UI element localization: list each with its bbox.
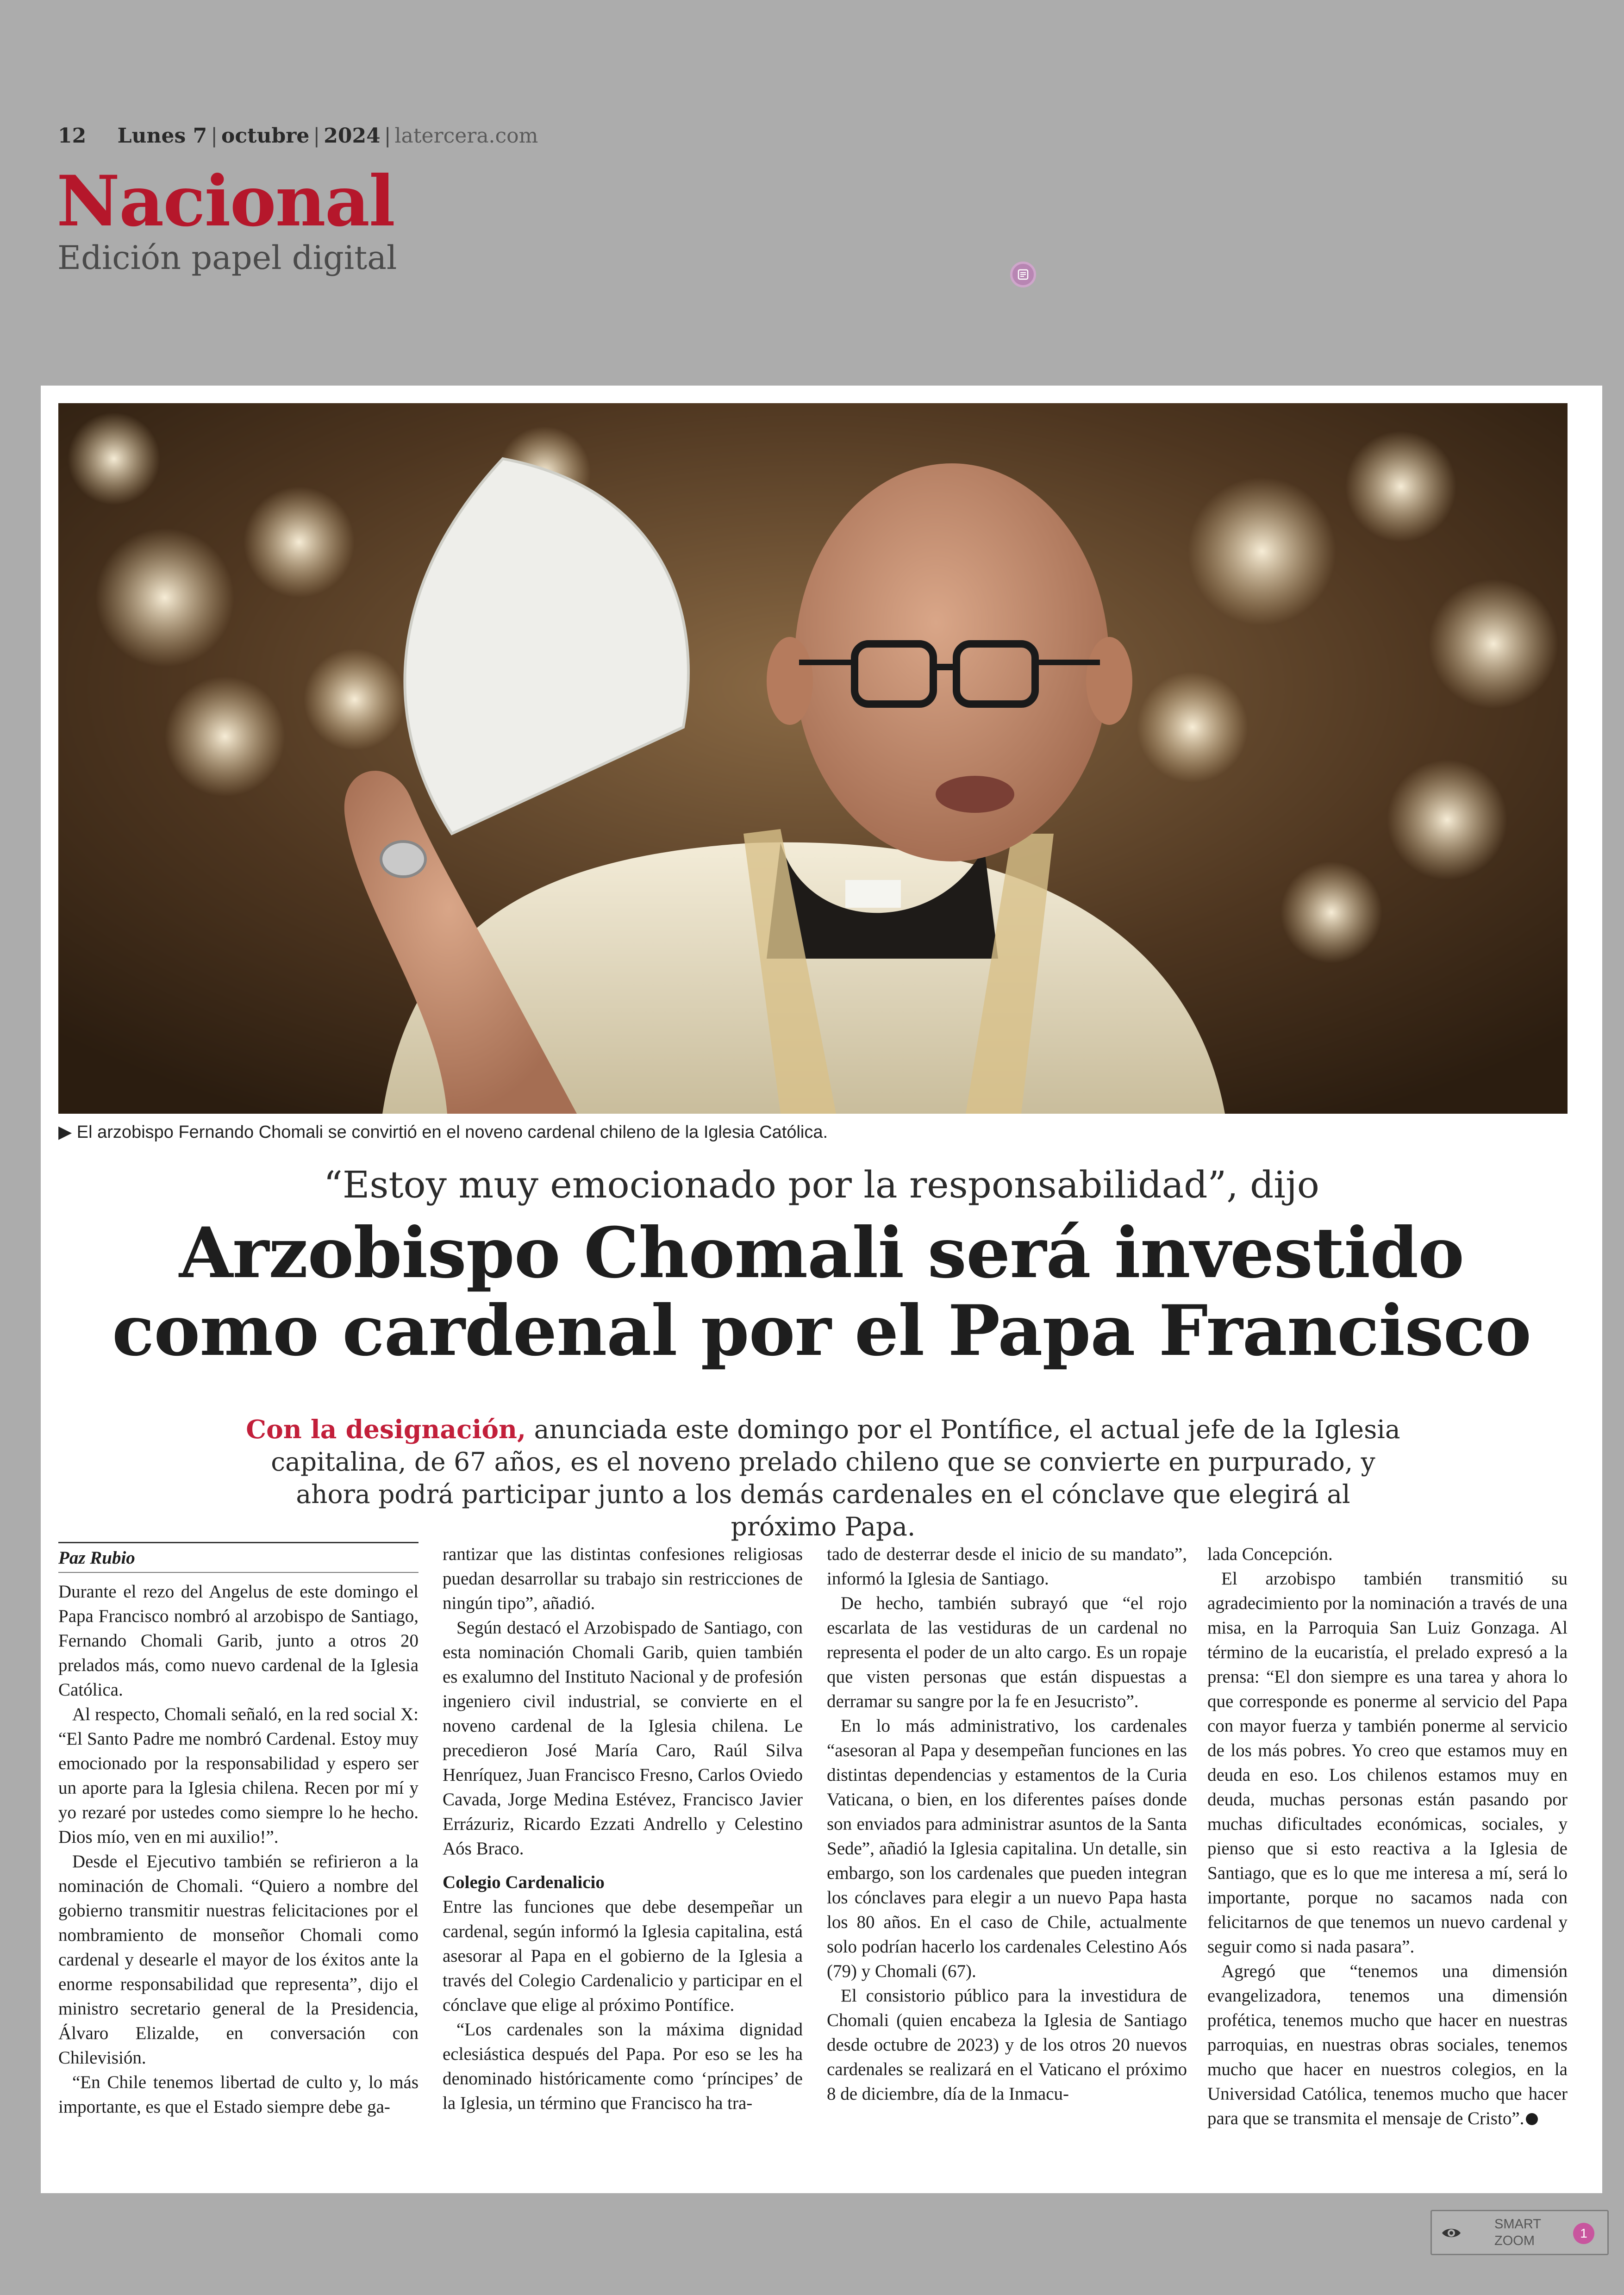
- caption-arrow-icon: ▶: [58, 1123, 72, 1142]
- section-title: Nacional: [56, 161, 394, 242]
- standfirst-lead: Con la designación,: [246, 1414, 526, 1444]
- date-day: Lunes 7: [117, 124, 207, 148]
- paragraph: “Los cardenales son la máxima dignidad eclesiástica después del Papa. Por eso se les ha denominado históricamente como ‘príncipes’ de la Iglesia, un término que Francisco ha tra-: [443, 2020, 803, 2113]
- paragraph: Según destacó el Arzobispado de Santiago, con esta nominación Chomali Garib, quien también es exalumno del Instituto Nacional y de profesión ingeniero civil industrial, se convierte en el noveno cardenal de la Iglesia chilena. Le precedieron José María Caro, Raúl Silva Henríquez, Juan Francisco Fresno, Carlos Oviedo Cavada, Jorge Medina Estévez, Francisco Javier Errázuriz, Ricardo Ezzati Andrello y Celestino Aós Braco.: [443, 1618, 803, 1858]
- article-kicker: “Estoy muy emocionado por la responsabilidad”, dijo: [324, 1163, 1319, 1206]
- column-4: [1207, 1542, 1568, 2131]
- paragraph: rantizar que las distintas confesiones religiosas puedan desarrollar su trabajo sin restricciones de ningún tipo”, añadió.: [443, 1544, 803, 1613]
- paragraph: Al respecto, Chomali señaló, en la red social X: “El Santo Padre me nombró Cardenal. Estoy muy emocionado por la responsabilidad y espero ser un aporte para la Iglesia chilena. Recen por mí y yo rezaré por ustedes como siempre lo he hecho. Dios mío, ven en mi auxilio!”.: [58, 1704, 418, 1847]
- notification-badge: 1: [1573, 2223, 1594, 2244]
- end-mark-icon: [1526, 2113, 1538, 2125]
- column-3: [827, 1542, 1187, 2106]
- paragraph-final: Agregó que “tenemos una dimensión evangelizadora, tenemos una dimensión profética, tenemos mucho que hacer en nuestras parroquias, en nuestras obras sociales, tenemos mucho que hacer en nuestros colegios, en la Universidad Católica, tenemos mucho que hacer para que se transmita el mensaje de Cristo”.: [1207, 1961, 1568, 2128]
- subhead: Colegio Cardenalicio: [443, 1872, 605, 1892]
- dateline: 12 Lunes 7 | octubre | 2024 | latercera.com: [58, 124, 538, 148]
- paragraph: De hecho, también subrayó que “el rojo escarlata de las vestiduras de un cardenal no representa el poder de un alto cargo. Es un ropaje que visten personas que están dispuestas a derramar su sangre por la fe en Jesucristo”.: [827, 1593, 1187, 1711]
- eye-icon: [1440, 2224, 1462, 2242]
- article-photo: [58, 403, 1568, 1114]
- date-month: octubre: [221, 124, 310, 148]
- article-headline: [41, 1214, 1602, 1370]
- paragraph: Durante el rezo del Angelus de este domingo el Papa Francisco nombró al arzobispo de Santiago, Fernando Chomali Garib, junto a otros 20 prelados más, como nuevo cardenal de la Iglesia Católica.: [58, 1582, 418, 1700]
- paragraph: “En Chile tenemos libertad de culto y, lo más importante, es que el Estado siempre debe ga-: [58, 2072, 418, 2117]
- headline-line-2: como cardenal por el Papa Francisco: [112, 1290, 1531, 1372]
- article-body: [58, 1542, 1568, 2176]
- archbishop-photo: [58, 403, 1568, 1114]
- photo-caption: ▶ El arzobispo Fernando Chomali se convirtió en el noveno cardenal chileno de la Iglesia Católica.: [58, 1123, 828, 1142]
- column-2: [443, 1542, 803, 2115]
- newspaper-page: [41, 386, 1602, 2193]
- paragraph: Desde el Ejecutivo también se refirieron a la nominación de Chomali. “Quiero a nombre del gobierno transmitir nuestras felicitaciones por el nombramiento de monseñor Chomali como cardenal y desearle el mayor de los éxitos ante la enorme responsabilidad que representa”, dijo el ministro secretario general de la Presidencia, Álvaro Elizalde, en conversación con Chilevisión.: [58, 1852, 418, 2068]
- standfirst-text: anunciada este domingo por el Pontífice, el actual jefe de la Iglesia capitalina, de 67 años, es el noveno prelado chileno que se convierte en purpurado, y ahora podrá participar junto a los demás cardenales en el cónclave que elegirá al próximo Papa.: [271, 1415, 1400, 1541]
- edition-subtitle: Edición papel digital: [57, 239, 397, 277]
- paragraph: Entre las funciones que debe desempeñar un cardenal, según informó la Iglesia capitalina, está asesorar al Papa en el gobierno de la Iglesia a través del Colegio Cardenalicio y participar en el cónclave que elige al próximo Pontífice.: [443, 1897, 803, 2015]
- page-number: 12: [58, 124, 87, 148]
- site-link[interactable]: latercera.com: [394, 124, 538, 148]
- date-year: 2024: [324, 124, 381, 148]
- column-1: [58, 1542, 418, 2119]
- smart-zoom-button[interactable]: [1430, 2210, 1609, 2255]
- paragraph: tado de desterrar desde el inicio de su mandato”, informó la Iglesia de Santiago.: [827, 1544, 1187, 1589]
- paragraph: El consistorio público para la investidura de Chomali (quien encabeza la Iglesia de Santiago desde octubre de 2023) y de los otros 20 nuevos cardenales se realizará en el Vaticano el próximo 8 de diciembre, día de la Inmacu-: [827, 1986, 1187, 2104]
- headline-line-1: Arzobispo Chomali será investido: [179, 1212, 1464, 1294]
- page-note-button[interactable]: [1010, 262, 1036, 287]
- paragraph: El arzobispo también transmitió su agradecimiento por la nominación a través de una misa, en la Parroquia San Luiz Gonzaga. Al término de la eucaristía, el prelado expresó a la prensa: “El don siempre es una tarea y ahora lo que corresponde es ponerme al servicio del Papa con mayor fuerza y también ponerme al servicio de los más pobres. Yo creo que estamos muy en deuda en eso. Los chilenos estamos muy en deuda, muchas personas están pasando por muchas dificultades económicas, sociales, y pienso que si esto reactiva a la Iglesia de Santiago, que es lo que me interesa a mí, será lo importante, porque no sacamos nada con felicitarnos de que tenemos un nuevo cardenal y seguir como si nada pasara”.: [1207, 1569, 1568, 1957]
- note-icon: [1017, 268, 1029, 281]
- paragraph: lada Concepción.: [1207, 1544, 1333, 1564]
- paragraph: En lo más administrativo, los cardenales “asesoran al Papa y desempeñan funciones en las distintas dependencias y estamentos de la Curia Vaticana, o bien, en los diferentes países donde son enviados para administrar asuntos de la Santa Sede”, añadió la Iglesia capitalina. Un detalle, sin embargo, son los cardenales que pueden integran los cónclaves para elegir a un nuevo Papa hasta los 80 años. En el caso de Chile, actualmente solo podrían hacerlo los cardenales Celestino Aós (79) y Chomali (67).: [827, 1716, 1187, 1981]
- article-standfirst: [244, 1413, 1402, 1543]
- byline: Paz Rubio: [58, 1542, 418, 1573]
- smart-zoom-label: SMART ZOOM: [1494, 2217, 1541, 2248]
